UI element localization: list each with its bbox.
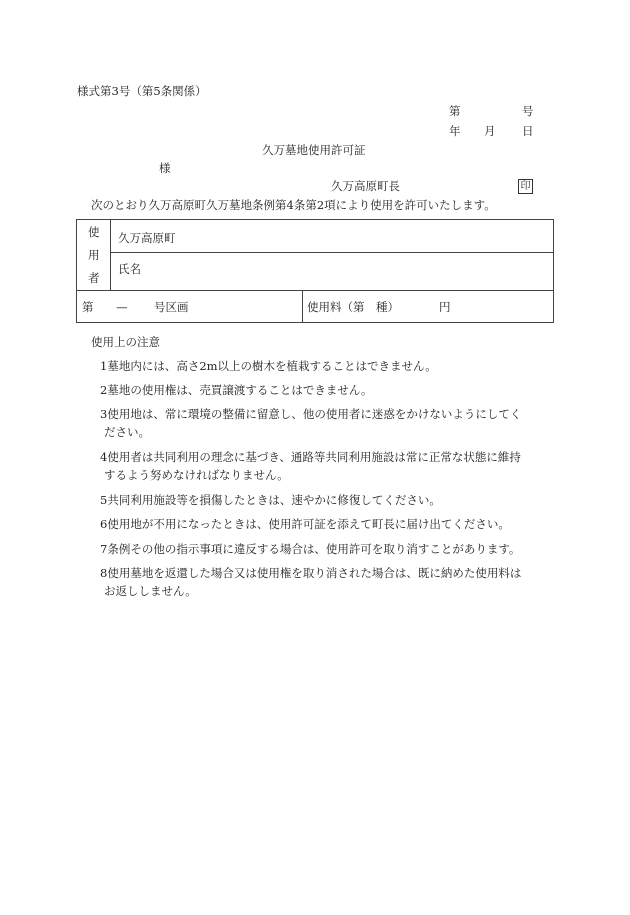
plot-dash: — bbox=[116, 300, 128, 314]
user-label-char-2: 用 bbox=[88, 248, 100, 262]
note-text: 条例その他の指示事項に違反する場合は、使用許可を取り消すことがあります。 bbox=[107, 542, 521, 556]
note-item bbox=[100, 493, 441, 507]
user-label-char-3: 者 bbox=[88, 271, 100, 285]
note-number: 2 bbox=[100, 383, 108, 397]
note-number: 5 bbox=[100, 493, 108, 507]
name-label: 氏名 bbox=[118, 262, 141, 276]
note-text: 使用地は、常に環境の整備に留意し、他の使用者に迷惑をかけないようにしてく bbox=[107, 407, 522, 421]
table-divider-address bbox=[110, 252, 554, 253]
note-item bbox=[100, 359, 437, 373]
note-text: 使用墓地を返還した場合又は使用権を取り消された場合は、既に納めた使用料は bbox=[107, 566, 522, 580]
note-item bbox=[100, 407, 521, 421]
number-suffix: 号 bbox=[522, 104, 534, 118]
addressee-suffix: 様 bbox=[159, 161, 171, 175]
note-item bbox=[100, 566, 521, 580]
month-label: 月 bbox=[484, 124, 496, 138]
note-number: 3 bbox=[100, 407, 108, 421]
issuer-name: 久万高原町長 bbox=[331, 179, 400, 193]
plot-prefix: 第 bbox=[82, 300, 94, 314]
note-item bbox=[100, 450, 521, 464]
year-label: 年 bbox=[449, 124, 461, 138]
note-number: 7 bbox=[100, 542, 108, 556]
day-label: 日 bbox=[522, 124, 534, 138]
note-number: 4 bbox=[100, 450, 108, 464]
user-label-char-1: 使 bbox=[88, 225, 100, 239]
fee-unit: 円 bbox=[439, 300, 451, 314]
note-number: 6 bbox=[100, 517, 108, 531]
note-text-continued: ださい。 bbox=[104, 425, 150, 439]
note-text: 使用地が不用になったときは、使用許可証を添えて町長に届け出てください。 bbox=[107, 517, 510, 531]
table-divider-user bbox=[76, 290, 554, 291]
notes-heading: 使用上の注意 bbox=[91, 335, 160, 349]
plot-suffix: 号区画 bbox=[154, 300, 189, 314]
note-item bbox=[100, 542, 520, 556]
table-border-bottom bbox=[76, 322, 554, 323]
form-label: 様式第3号（第5条関係） bbox=[77, 84, 207, 98]
note-text-continued: お返ししません。 bbox=[104, 584, 197, 598]
table-divider-label bbox=[110, 219, 111, 291]
table-border-right bbox=[553, 219, 554, 323]
note-text: 使用者は共同利用の理念に基づき、通路等共同利用施設は常に正常な状態に維持 bbox=[107, 450, 521, 464]
address-value: 久万高原町 bbox=[118, 231, 176, 245]
note-text: 共同利用施設等を損傷したときは、速やかに修復してください。 bbox=[107, 493, 441, 507]
note-text-continued: するよう努めなければなりません。 bbox=[104, 468, 289, 482]
note-item bbox=[100, 517, 510, 531]
note-item bbox=[100, 383, 373, 397]
fee-label: 使用料（第 種） bbox=[307, 300, 399, 314]
document-title: 久万墓地使用許可証 bbox=[262, 143, 366, 157]
intro-text: 次のとおり久万高原町久万墓地条例第4条第2項により使用を許可いたします。 bbox=[91, 198, 496, 212]
seal-stamp: 印 bbox=[518, 179, 533, 194]
table-border-top bbox=[76, 219, 554, 220]
note-number: 1 bbox=[100, 359, 108, 373]
note-text: 墓地内には、高さ2m以上の樹木を植栽することはできません。 bbox=[107, 359, 437, 373]
note-text: 墓地の使用権は、売買譲渡することはできません。 bbox=[107, 383, 373, 397]
table-border-left bbox=[76, 219, 77, 323]
table-divider-fee bbox=[302, 290, 303, 323]
note-number: 8 bbox=[100, 566, 108, 580]
permit-table bbox=[76, 219, 554, 323]
number-prefix: 第 bbox=[449, 104, 461, 118]
